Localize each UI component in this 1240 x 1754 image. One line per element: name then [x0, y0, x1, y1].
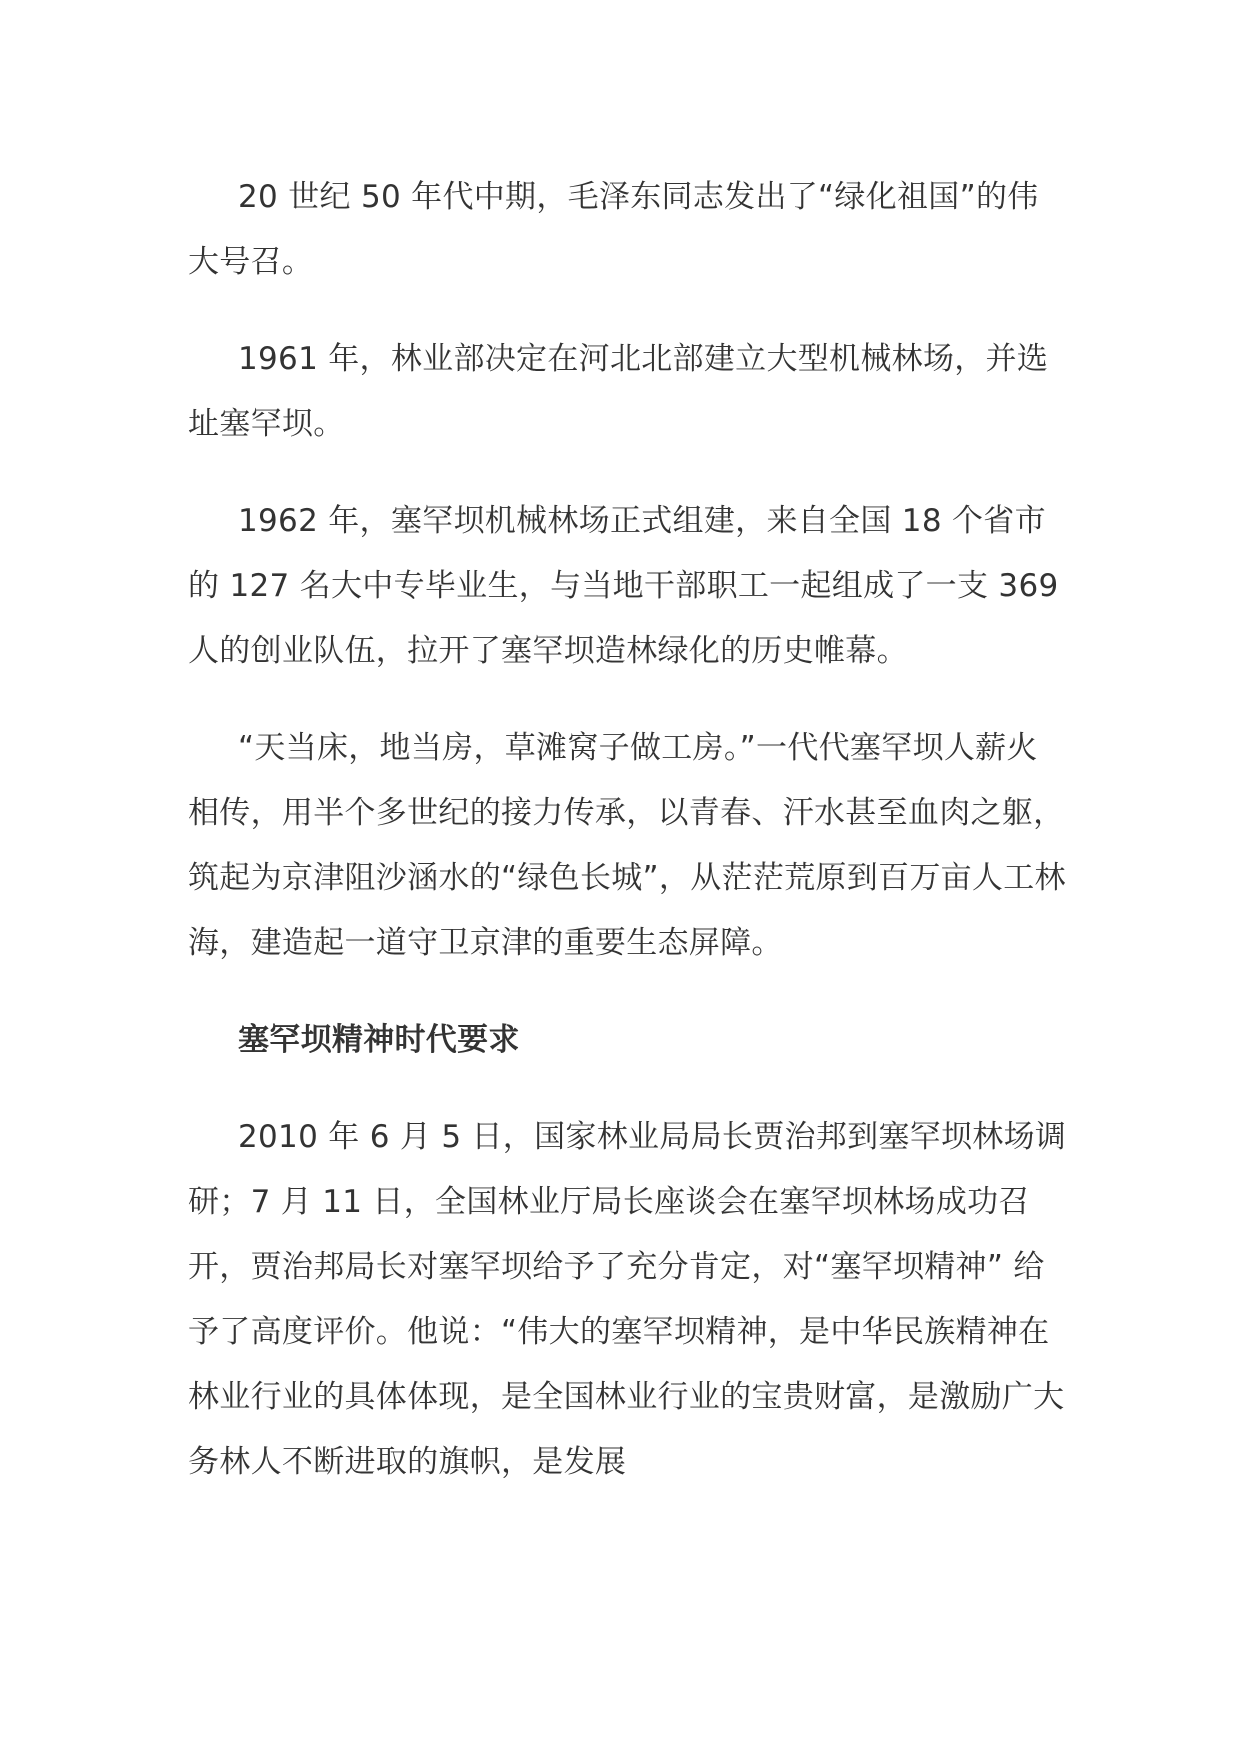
- paragraph-5: 2010 年 6 月 5 日，国家林业局局长贾治邦到塞罕坝林场调研；7 月 11 日，全国林业厅局长座谈会在塞罕坝林场成功召开，贾治邦局长对塞罕坝给予了充分肯定，对“塞罕坝精神” 给予了高度评价。他说：“伟大的塞罕坝精神，是中华民族精神在林业行业的具体体现，是全国林业行业的宝贵财富，是激励广大务林人不断进取的旗帜，是发展: [188, 1119, 1067, 1480]
- section-heading: 塞罕坝精神时代要求: [238, 1022, 520, 1058]
- paragraph-2: 1961 年，林业部决定在河北北部建立大型机械林场，并选址塞罕坝。: [188, 341, 1049, 442]
- paragraph-3: 1962 年，塞罕坝机械林场正式组建，来自全国 18 个省市的 127 名大中专毕业生，与当地干部职工一起组成了一支 369 人的创业队伍，拉开了塞罕坝造林绿化的历史帷幕。: [188, 503, 1059, 669]
- paragraph-1: 20 世纪 50 年代中期，毛泽东同志发出了“绿化祖国”的伟大号召。: [188, 179, 1039, 280]
- article-body: [188, 165, 1068, 1527]
- paragraph-4: “天当床，地当房，草滩窝子做工房。”一代代塞罕坝人薪火相传，用半个多世纪的接力传承，以青春、汗水甚至血肉之躯，筑起为京津阻沙涵水的“绿色长城”，从茫茫荒原到百万亩人工林海，建造起一道守卫京津的重要生态屏障。: [188, 730, 1066, 961]
